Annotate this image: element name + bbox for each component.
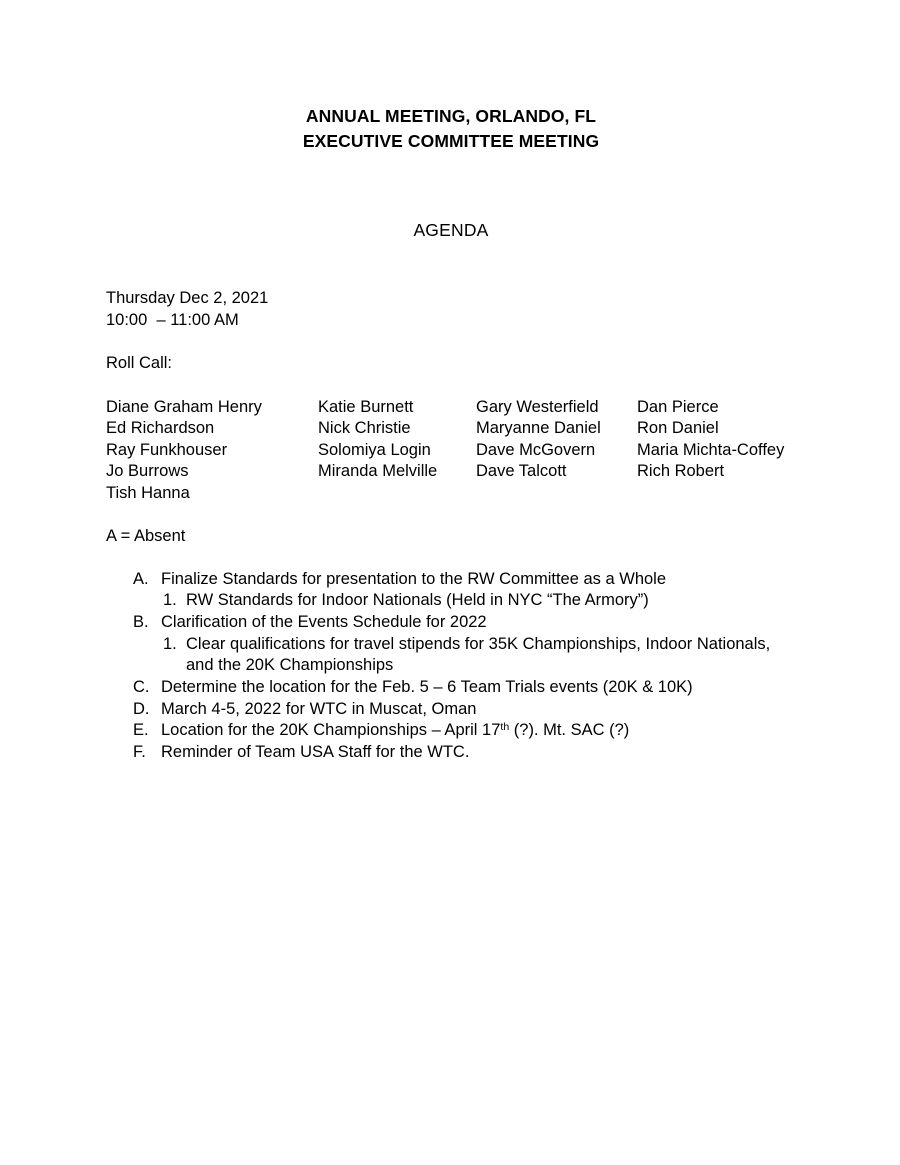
- agenda-item-marker: D.: [133, 699, 150, 718]
- agenda-item-text: Clarification of the Events Schedule for 2022: [161, 612, 487, 631]
- agenda-item-f: [106, 742, 796, 764]
- list-item: Maria Michta-Coffey: [637, 440, 785, 459]
- agenda-outline: [106, 569, 796, 764]
- list-item: Diane Graham Henry: [106, 397, 262, 416]
- document-content: [106, 0, 796, 764]
- agenda-item-marker: C.: [133, 678, 150, 697]
- agenda-item-marker: A.: [133, 569, 149, 588]
- agenda-item-text-suffix: (?). Mt. SAC (?): [509, 721, 630, 740]
- roster-column-3: [476, 397, 637, 505]
- list-item: Ray Funkhouser: [106, 440, 228, 459]
- agenda-item-a: [106, 569, 796, 591]
- list-item: Ron Daniel: [637, 419, 719, 437]
- agenda-item-marker: 1.: [163, 591, 177, 610]
- roll-call-roster: [106, 397, 796, 505]
- list-item: Dave Talcott: [476, 462, 567, 480]
- list-item: Miranda Melville: [318, 462, 438, 480]
- agenda-item-text-prefix: Location for the 20K Championships – April 17: [161, 721, 501, 740]
- list-item: Nick Christie: [318, 419, 411, 437]
- agenda-item-c: [106, 677, 796, 699]
- meeting-time: 10:00 – 11:00 AM: [106, 310, 239, 329]
- list-item: Dan Pierce: [637, 397, 719, 416]
- agenda-item-d: [106, 699, 796, 721]
- list-item: Ed Richardson: [106, 419, 215, 437]
- agenda-item-text: Finalize Standards for presentation to the RW Committee as a Whole: [161, 569, 667, 588]
- agenda-item-text: Determine the location for the Feb. 5 – 6 Team Trials events (20K & 10K): [161, 678, 693, 697]
- agenda-item-b: [106, 612, 796, 634]
- list-item: Solomiya Login: [318, 440, 431, 459]
- agenda-item-text: Clear qualifications for travel stipends for 35K Championships, Indoor Nationals, and the 20K Championships: [186, 634, 771, 675]
- list-item: Gary Westerfield: [476, 397, 599, 416]
- roster-column-1: [106, 397, 318, 505]
- list-item: Tish Hanna: [106, 483, 190, 502]
- agenda-item-text: Reminder of Team USA Staff for the WTC.: [161, 743, 470, 762]
- title-line-1: ANNUAL MEETING, ORLANDO, FL: [305, 106, 597, 126]
- list-item: Jo Burrows: [106, 462, 189, 480]
- agenda-item-b-1: [106, 634, 796, 677]
- agenda-item-marker: F.: [133, 743, 146, 762]
- roster-column-4: [637, 397, 812, 505]
- roster-column-2: [318, 397, 476, 505]
- list-item: Rich Robert: [637, 462, 725, 480]
- meeting-date: Thursday Dec 2, 2021: [106, 289, 269, 307]
- agenda-item-marker: 1.: [163, 634, 177, 653]
- roll-call-label: Roll Call:: [106, 354, 173, 372]
- agenda-item-marker: E.: [133, 721, 149, 740]
- meeting-meta: [106, 288, 796, 331]
- list-item: Maryanne Daniel: [476, 419, 601, 437]
- absent-legend: A = Absent: [106, 527, 186, 545]
- title-line-2: EXECUTIVE COMMITTEE MEETING: [302, 130, 600, 151]
- list-item: Katie Burnett: [318, 397, 414, 416]
- agenda-heading: AGENDA: [413, 220, 489, 240]
- list-item: Dave McGovern: [476, 440, 596, 459]
- agenda-item-marker: B.: [133, 612, 149, 631]
- agenda-item-text: RW Standards for Indoor Nationals (Held in NYC “The Armory”): [186, 591, 649, 610]
- agenda-item-text: March 4-5, 2022 for WTC in Muscat, Oman: [161, 699, 477, 718]
- document-title: [106, 104, 796, 153]
- ordinal-suffix: th: [500, 721, 510, 734]
- agenda-item-text: [161, 720, 796, 742]
- agenda-item-e: [106, 720, 796, 742]
- agenda-item-a-1: [106, 590, 796, 612]
